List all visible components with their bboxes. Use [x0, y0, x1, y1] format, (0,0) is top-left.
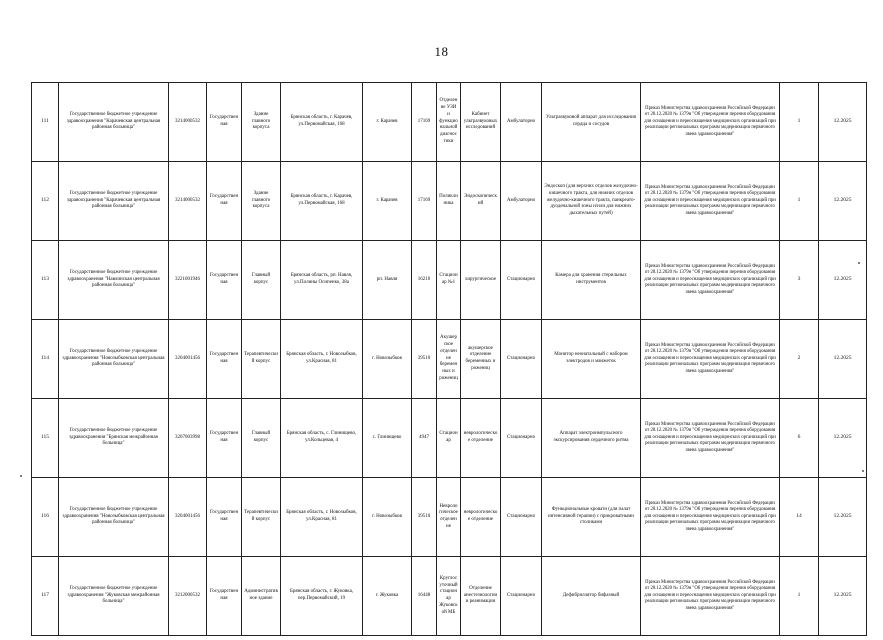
- inn-cell: 3214000532: [169, 162, 207, 241]
- row-number-cell: 115: [32, 399, 59, 478]
- equipment-cell: Ультразвуковой аппарат для исследования сердца и сосудов: [542, 83, 641, 162]
- table-row: [32, 83, 867, 162]
- legal-basis-cell: Приказ Министерства здравоохранения Российской Федерации от 28.12.2020 № 1379н "Об утверждении перечня оборудования для оснащения и переоснащения медицинских организаций при реализации региональных программ модернизации первичного звена здравоохранения": [641, 83, 780, 162]
- organization-cell: Государственное бюджетное учреждение здравоохранения "Новозыбковская центральная районная больница": [59, 320, 169, 399]
- quantity-cell: 3: [780, 241, 819, 320]
- organization-cell: Государственное бюджетное учреждение здравоохранения "Карачевская центральная районная больница": [59, 162, 169, 241]
- delivery-date-cell: 12.2025: [819, 557, 867, 636]
- address-cell: Брянская область, с. Глинищево, ул.Кольцевая, 4: [281, 399, 363, 478]
- equipment-cell: Функциональные кровати (для палат интенсивной терапии) с прикроватными столиками: [542, 478, 641, 557]
- department-cell: Стационар: [437, 399, 461, 478]
- organization-cell: Государственное бюджетное учреждение здравоохранения "Новозыбковская центральная районная больница": [59, 478, 169, 557]
- legal-basis-cell: Приказ Министерства здравоохранения Российской Федерации от 28.12.2020 № 1379н "Об утверждении перечня оборудования для оснащения и переоснащения медицинских организаций при реализации региональных программ модернизации первичного звена здравоохранения": [641, 162, 780, 241]
- legal-basis-cell: Приказ Министерства здравоохранения Российской Федерации от 28.12.2020 № 1379н "Об утверждении перечня оборудования для оснащения и переоснащения медицинских организаций при реализации региональных программ модернизации первичного звена здравоохранения": [641, 478, 780, 557]
- legal-basis-cell: Приказ Министерства здравоохранения Российской Федерации от 28.12.2020 № 1379н "Об утверждении перечня оборудования для оснащения и переоснащения медицинских организаций при реализации региональных программ модернизации первичного звена здравоохранения": [641, 241, 780, 320]
- organization-cell: Государственное бюджетное учреждение здравоохранения "Жуковская межрайонная больница": [59, 557, 169, 636]
- locality-cell: г. Карачев: [363, 83, 412, 162]
- quantity-cell: 14: [780, 478, 819, 557]
- unit-cell: акушерское отделение беременных и рожениц: [461, 320, 501, 399]
- address-cell: Брянская область, рп. Навля, ул.Полины Осипенко, 38а: [281, 241, 363, 320]
- organization-cell: Государственное бюджетное учреждение здравоохранения "Навлинская центральная районная больница": [59, 241, 169, 320]
- quantity-cell: 1: [780, 557, 819, 636]
- table-row: [32, 478, 867, 557]
- locality-cell: г. Жуковка: [363, 557, 412, 636]
- equipment-cell: Аппарат электроимпульсного экскурсирования сердечного ритма: [542, 399, 641, 478]
- organization-cell: Государственное бюджетное учреждение здравоохранения "Карачевская центральная районная больница": [59, 83, 169, 162]
- row-number-cell: 116: [32, 478, 59, 557]
- unit-cell: Кабинет ультразвуковых исследований: [461, 83, 501, 162]
- row-number-cell: 114: [32, 320, 59, 399]
- equipment-cell: Монитор неонатальный с набором электродов и манжеток: [542, 320, 641, 399]
- locality-cell: г. Карачев: [363, 162, 412, 241]
- address-cell: Брянская область, г. Карачев, ул.Первомайская, 168: [281, 162, 363, 241]
- department-cell: Неврологическое отделение: [437, 478, 461, 557]
- ownership-cell: Государственная: [207, 478, 242, 557]
- care-type-cell: Стационарно: [501, 320, 542, 399]
- delivery-date-cell: 12.2025: [819, 478, 867, 557]
- population-cell: 39510: [412, 320, 437, 399]
- care-type-cell: Стационарно: [501, 557, 542, 636]
- population-cell: 16448: [412, 557, 437, 636]
- quantity-cell: 1: [780, 83, 819, 162]
- building-cell: Терапевтический корпус: [242, 320, 281, 399]
- ownership-cell: Государственная: [207, 320, 242, 399]
- table-row: [32, 162, 867, 241]
- delivery-date-cell: 12.2025: [819, 320, 867, 399]
- inn-cell: 3221001946: [169, 241, 207, 320]
- unit-cell: неврологическое отделение: [461, 399, 501, 478]
- department-cell: Отделение УЗИ и функциональной диагностики: [437, 83, 461, 162]
- care-type-cell: Амбулаторно: [501, 83, 542, 162]
- unit-cell: Отделение анестезиологии и реанимации: [461, 557, 501, 636]
- building-cell: Здание главного корпуса: [242, 162, 281, 241]
- building-cell: Здание главного корпуса: [242, 83, 281, 162]
- locality-cell: с. Глинищево: [363, 399, 412, 478]
- unit-cell: Эндоскопический: [461, 162, 501, 241]
- inn-cell: 3204001456: [169, 320, 207, 399]
- legal-basis-cell: Приказ Министерства здравоохранения Российской Федерации от 28.12.2020 № 1379н "Об утверждении перечня оборудования для оснащения и переоснащения медицинских организаций при реализации региональных программ модернизации первичного звена здравоохранения": [641, 557, 780, 636]
- building-cell: Главный корпус: [242, 399, 281, 478]
- quantity-cell: 1: [780, 162, 819, 241]
- building-cell: Терапевтический корпус: [242, 478, 281, 557]
- care-type-cell: Стационарно: [501, 399, 542, 478]
- address-cell: Брянская область, г. Новозыбков, ул.Красная, 81: [281, 320, 363, 399]
- delivery-date-cell: 12.2025: [819, 241, 867, 320]
- ownership-cell: Государственная: [207, 162, 242, 241]
- ownership-cell: Государственная: [207, 399, 242, 478]
- organization-cell: Государственное бюджетное учреждение здравоохранения "Брянская межрайонная больница": [59, 399, 169, 478]
- population-cell: 16210: [412, 241, 437, 320]
- inn-cell: 3207003998: [169, 399, 207, 478]
- delivery-date-cell: 12.2025: [819, 83, 867, 162]
- row-number-cell: 111: [32, 83, 59, 162]
- scan-speck: [858, 262, 860, 264]
- unit-cell: хирургическое: [461, 241, 501, 320]
- care-type-cell: Стационарно: [501, 478, 542, 557]
- address-cell: Брянская область, г. Карачев, ул.Первомайская, 168: [281, 83, 363, 162]
- page-number: 18: [434, 44, 449, 59]
- care-type-cell: Стационарно: [501, 241, 542, 320]
- department-cell: Круглосуточный стационар Жуковской МБ: [437, 557, 461, 636]
- table-row: [32, 320, 867, 399]
- table-row: [32, 241, 867, 320]
- row-number-cell: 112: [32, 162, 59, 241]
- table-row: [32, 399, 867, 478]
- population-cell: 39510: [412, 478, 437, 557]
- equipment-cell: Камера для хранения стерильных инструментов: [542, 241, 641, 320]
- department-cell: Акушерское отделение беременных и рожениц: [437, 320, 461, 399]
- address-cell: Брянская область, г. Жуковка, пер.Первомайский, 19: [281, 557, 363, 636]
- equipment-table: [31, 82, 867, 636]
- row-number-cell: 117: [32, 557, 59, 636]
- population-cell: 17169: [412, 83, 437, 162]
- inn-cell: 3204001456: [169, 478, 207, 557]
- ownership-cell: Государственная: [207, 241, 242, 320]
- scan-speck: [862, 470, 864, 472]
- population-cell: 17169: [412, 162, 437, 241]
- building-cell: Административное здание: [242, 557, 281, 636]
- delivery-date-cell: 12.2025: [819, 399, 867, 478]
- table-row: [32, 557, 867, 636]
- equipment-cell: Дефибриллятор бифазный: [542, 557, 641, 636]
- care-type-cell: Амбулаторно: [501, 162, 542, 241]
- unit-cell: неврологическое отделение: [461, 478, 501, 557]
- delivery-date-cell: 12.2025: [819, 162, 867, 241]
- locality-cell: рп. Навля: [363, 241, 412, 320]
- scan-speck: [20, 475, 22, 477]
- locality-cell: г. Новозыбков: [363, 320, 412, 399]
- address-cell: Брянская область, г. Новозыбков, ул.Красная, 81: [281, 478, 363, 557]
- department-cell: Стационар №1: [437, 241, 461, 320]
- row-number-cell: 113: [32, 241, 59, 320]
- legal-basis-cell: Приказ Министерства здравоохранения Российской Федерации от 28.12.2020 № 1379н "Об утверждении перечня оборудования для оснащения и переоснащения медицинских организаций при реализации региональных программ модернизации первичного звена здравоохранения": [641, 320, 780, 399]
- population-cell: 4947: [412, 399, 437, 478]
- locality-cell: г. Новозыбков: [363, 478, 412, 557]
- legal-basis-cell: Приказ Министерства здравоохранения Российской Федерации от 28.12.2020 № 1379н "Об утверждении перечня оборудования для оснащения и переоснащения медицинских организаций при реализации региональных программ модернизации первичного звена здравоохранения": [641, 399, 780, 478]
- inn-cell: 3214000532: [169, 83, 207, 162]
- equipment-cell: Эндоскоп (для верхних отделов желудочно-кишечного тракта, для нижних отделов желудочно-кишечного тракта, панкреато-дуоденальной зоны и/или для нижних дыхательных путей): [542, 162, 641, 241]
- inn-cell: 3212000532: [169, 557, 207, 636]
- department-cell: Поликлиника: [437, 162, 461, 241]
- ownership-cell: Государственная: [207, 557, 242, 636]
- quantity-cell: 2: [780, 320, 819, 399]
- ownership-cell: Государственная: [207, 83, 242, 162]
- quantity-cell: 6: [780, 399, 819, 478]
- building-cell: Главный корпус: [242, 241, 281, 320]
